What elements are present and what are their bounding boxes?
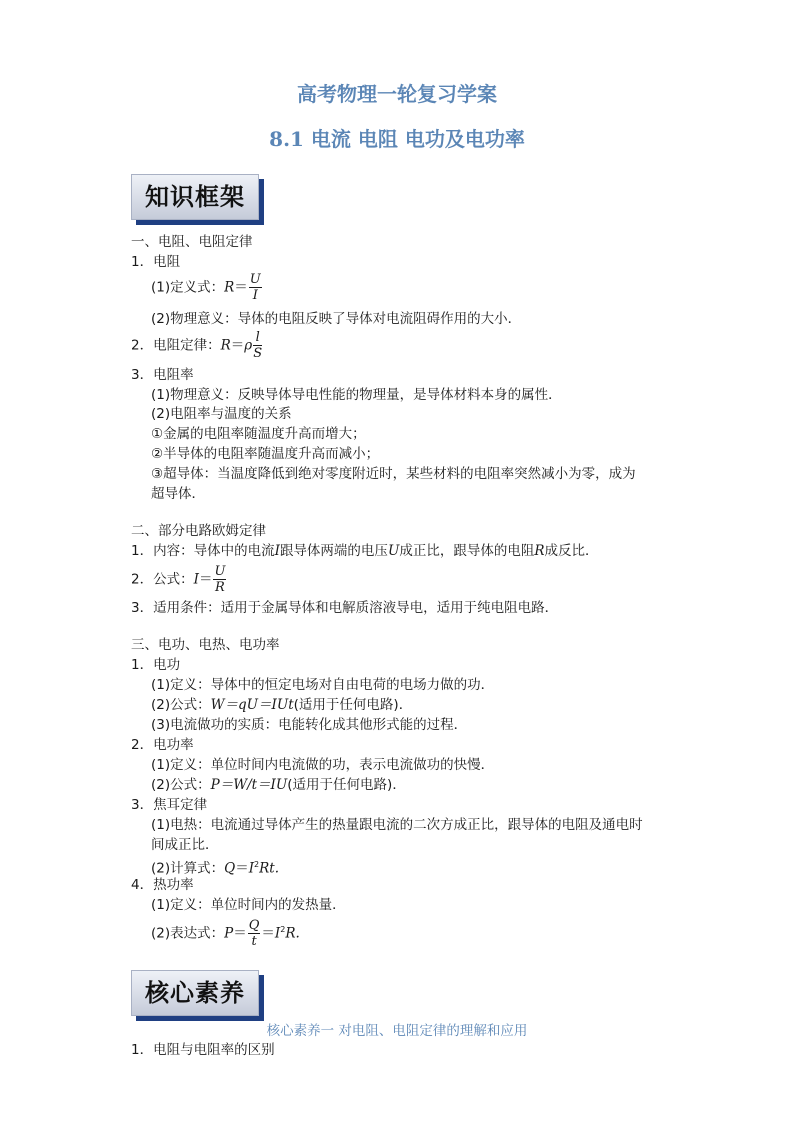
- core-subtitle: 核心素养一 对电阻、电阻定律的理解和应用: [266, 1023, 528, 1039]
- lesson-title: 8.1 电流 电阻 电功及电功率: [269, 127, 525, 151]
- item-resistivity: 3．电阻率: [131, 367, 194, 383]
- power-formula: (2)公式：P＝W/t＝IU(适用于任何电路)．: [151, 777, 406, 793]
- work-formula: (2)公式：W＝qU＝IUt(适用于任何电路)．: [151, 697, 413, 713]
- thermal-power-formula: (2)表达式：P＝ $\frac{Q}{t}$ $=I^2R$.: [151, 918, 300, 949]
- power-definition: (1)定义：单位时间内电流做的功，表示电流做功的快慢．: [151, 757, 495, 773]
- ohm-law-conditions: 3．适用条件：适用于金属导体和电解质溶液导电，适用于纯电阻电路．: [131, 600, 559, 616]
- joule-formula: (2)计算式：$Q=I^2Rt$.: [151, 860, 280, 877]
- resistivity-meaning: (1)物理意义：反映导体导电性能的物理量，是导体材料本身的属性．: [151, 387, 562, 403]
- item-electric-work: 1．电功: [131, 657, 181, 673]
- superconductor-line-2: 超导体．: [151, 486, 205, 502]
- item-joule-law: 3．焦耳定律: [131, 797, 208, 813]
- resistivity-temperature: (2)电阻率与温度的关系: [151, 406, 292, 422]
- thermal-power-definition: (1)定义：单位时间内的发热量．: [151, 897, 346, 913]
- metal-resistivity: ①金属的电阻率随温度升高而增大；: [151, 426, 366, 442]
- core-item-1: 1．电阻与电阻率的区别: [131, 1042, 275, 1058]
- fraction-u-over-i: $\frac{U}{I}$: [249, 272, 261, 303]
- section-3-heading: 三、电功、电热、电功率: [131, 637, 280, 653]
- definition-formula: (1)定义式：R＝ $\frac{U}{I}$: [151, 272, 261, 303]
- joule-heat-line-2: 间成正比．: [151, 837, 219, 853]
- core-banner: 核心素养: [131, 970, 259, 1016]
- section-1-heading: 一、电阻、电阻定律: [131, 234, 253, 250]
- section-2-heading: 二、部分电路欧姆定律: [131, 523, 266, 539]
- ohm-law-content: 1．内容：导体中的电流I跟导体两端的电压U成正比，跟导体的电阻R成反比．: [131, 543, 599, 559]
- item-electric-power: 2．电功率: [131, 737, 194, 753]
- semiconductor-resistivity: ②半导体的电阻率随温度升高而减小；: [151, 446, 380, 462]
- fraction-u-over-r: $\frac{U}{R}$: [214, 564, 226, 595]
- joule-heat-line-1: (1)电热：电流通过导体产生的热量跟电流的二次方成正比，跟导体的电阻及通电时: [151, 817, 643, 833]
- resistance-meaning: (2)物理意义：导体的电阻反映了导体对电流阻碍作用的大小．: [151, 311, 522, 327]
- superconductor-line-1: ③超导体：当温度降低到绝对零度附近时，某些材料的电阻率突然减小为零，成为: [151, 466, 636, 482]
- fraction-q-over-t: $\frac{Q}{t}$: [248, 918, 260, 949]
- ohm-law-formula: 2．公式：I＝ $\frac{U}{R}$: [131, 564, 226, 595]
- item-thermal-power: 4．热功率: [131, 877, 194, 893]
- document-title: 高考物理一轮复习学案: [297, 82, 497, 106]
- resistance-law: 2．电阻定律：R＝ρ $\frac{l}{S}$: [131, 330, 263, 361]
- fraction-l-over-s: $\frac{l}{S}$: [253, 330, 263, 361]
- work-definition: (1)定义：导体中的恒定电场对自由电荷的电场力做的功．: [151, 677, 495, 693]
- framework-banner: 知识框架: [131, 174, 259, 220]
- work-essence: (3)电流做功的实质：电能转化成其他形式能的过程．: [151, 717, 468, 733]
- item-resistance: 1．电阻: [131, 254, 181, 270]
